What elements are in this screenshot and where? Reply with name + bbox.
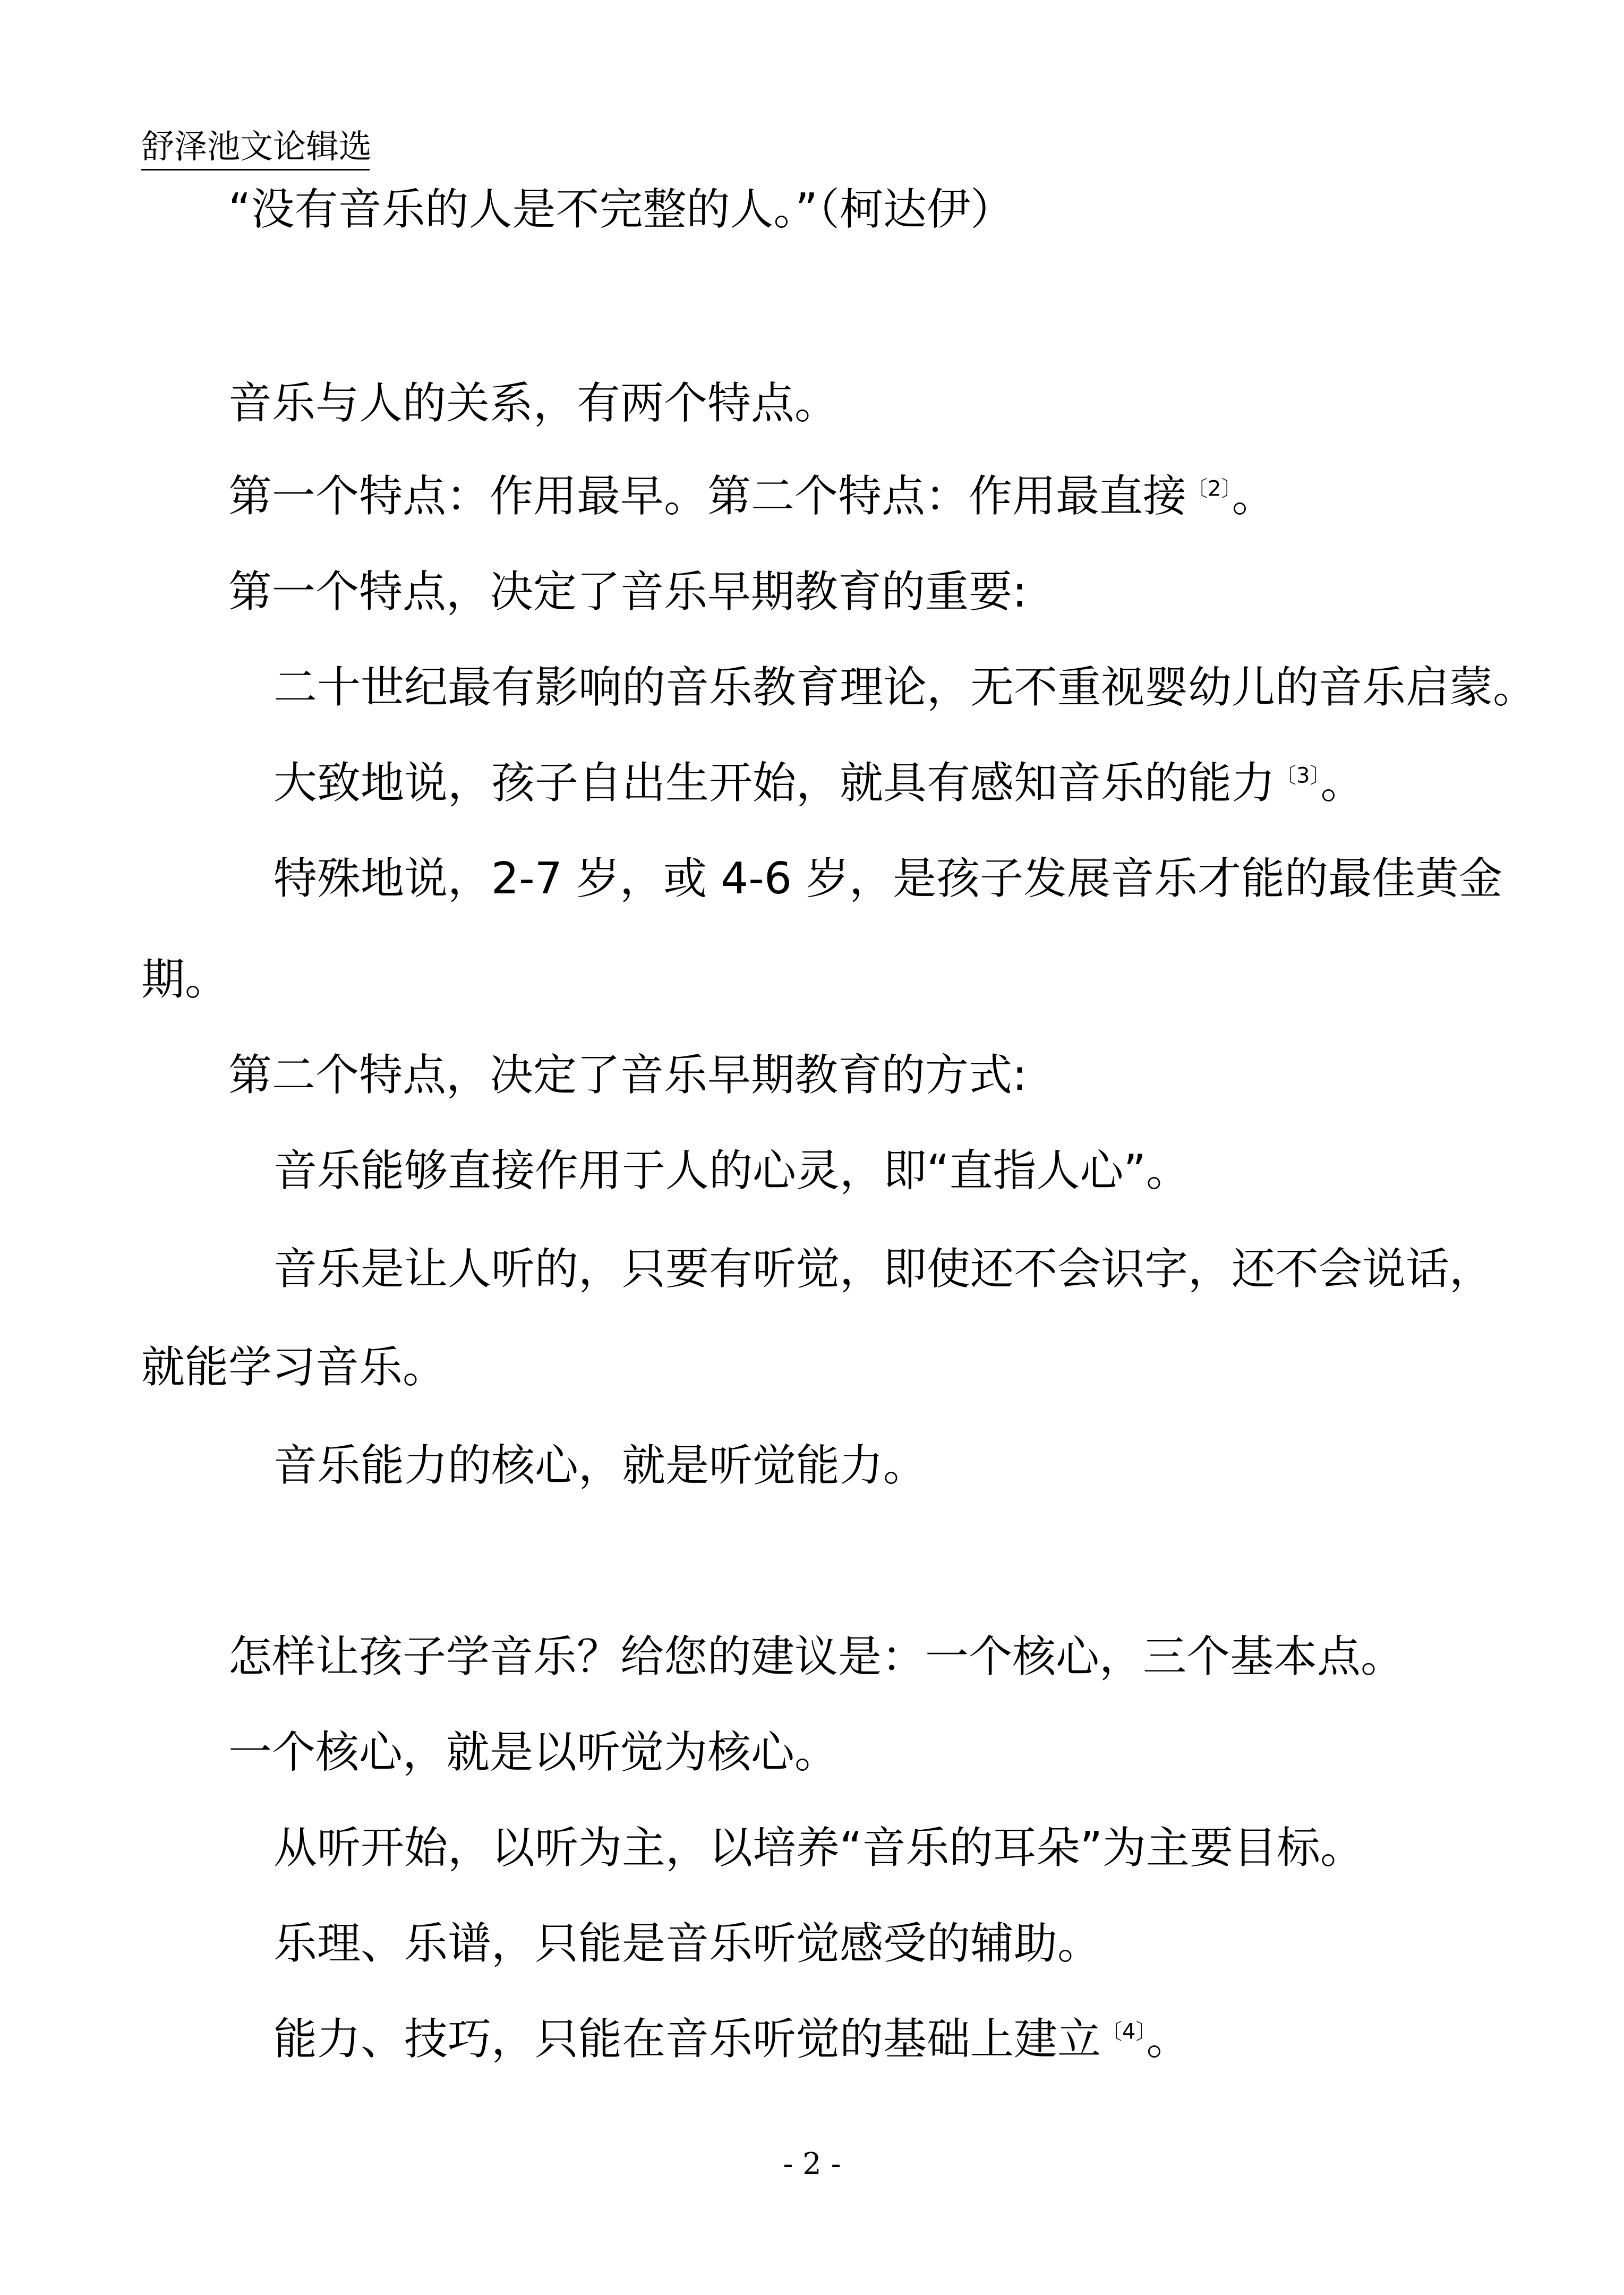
paragraph-line	[273, 2010, 1190, 2069]
paragraph-line	[141, 1338, 446, 1397]
running-header: 舒泽池文论辑选	[141, 127, 372, 166]
line-text: 第二个特点，决定了音乐早期教育的方式:	[228, 1050, 1027, 1100]
paragraph-line	[273, 1240, 1493, 1299]
line-text: 音乐与人的关系，有两个特点。	[228, 378, 839, 429]
line-text: 特殊地说，2-7 岁，或 4-6 岁，是孩子发展音乐才能的最佳黄金	[273, 854, 1503, 904]
paragraph-line	[228, 374, 838, 433]
line-text: 一个核心，就是以听觉为核心。	[228, 1727, 839, 1778]
paragraph-line	[228, 1628, 1404, 1686]
line-text: 第一个特点：作用最早。第二个特点：作用最直接	[228, 471, 1187, 522]
line-text: 期。	[141, 954, 229, 1005]
epigraph-text: “没有音乐的人是不完整的人。”（柯达伊）	[228, 184, 1014, 235]
paragraph-line	[273, 1915, 1101, 1973]
line-text: 音乐是让人听的，只要有听觉，即使还不会识字，还不会说话，	[273, 1244, 1493, 1294]
line-text: 乐理、乐谱，只能是音乐听觉感受的辅助。	[273, 1918, 1101, 1969]
line-text: 怎样让孩子学音乐？给您的建议是：一个核心，三个基本点。	[228, 1632, 1405, 1682]
line-text: 大致地说，孩子自出生开始，就具有感知音乐的能力	[273, 758, 1276, 808]
line-text: 从听开始，以听为主，以培养“音乐的耳朵”为主要目标。	[273, 1823, 1364, 1873]
line-tail: 。	[1232, 471, 1276, 522]
footnote-reference: 〔2〕	[1186, 476, 1232, 501]
page-number: - 2 -	[783, 2147, 841, 2181]
paragraph-line	[273, 659, 1536, 717]
line-text: 能力、技巧，只能在音乐听觉的基础上建立	[273, 2014, 1101, 2064]
line-text: 音乐能力的核心，就是听觉能力。	[273, 1440, 927, 1491]
line-text: 就能学习音乐。	[141, 1342, 447, 1393]
paragraph-line	[228, 467, 1275, 526]
paragraph-line	[141, 951, 228, 1009]
paragraph-line	[228, 1046, 1027, 1105]
line-tail: 。	[1146, 2014, 1190, 2064]
paragraph-line	[228, 1724, 838, 1782]
paragraph-line	[273, 754, 1364, 813]
epigraph-quote	[228, 181, 1014, 239]
paragraph-line	[228, 563, 1027, 621]
paragraph-line	[273, 850, 1502, 908]
paragraph-line	[273, 1819, 1364, 1878]
line-text: 音乐能够直接作用于人的心灵，即“直指人心”。	[273, 1146, 1190, 1196]
paragraph-line	[273, 1437, 927, 1495]
header-underline	[141, 169, 370, 170]
line-text: 二十世纪最有影响的音乐教育理论，无不重视婴幼儿的音乐启蒙。	[273, 662, 1537, 713]
paragraph-line	[273, 1142, 1190, 1200]
line-tail: 。	[1320, 758, 1364, 808]
footnote-reference: 〔3〕	[1275, 763, 1321, 788]
footnote-reference: 〔4〕	[1101, 2019, 1147, 2044]
line-text: 第一个特点，决定了音乐早期教育的重要:	[228, 567, 1027, 617]
